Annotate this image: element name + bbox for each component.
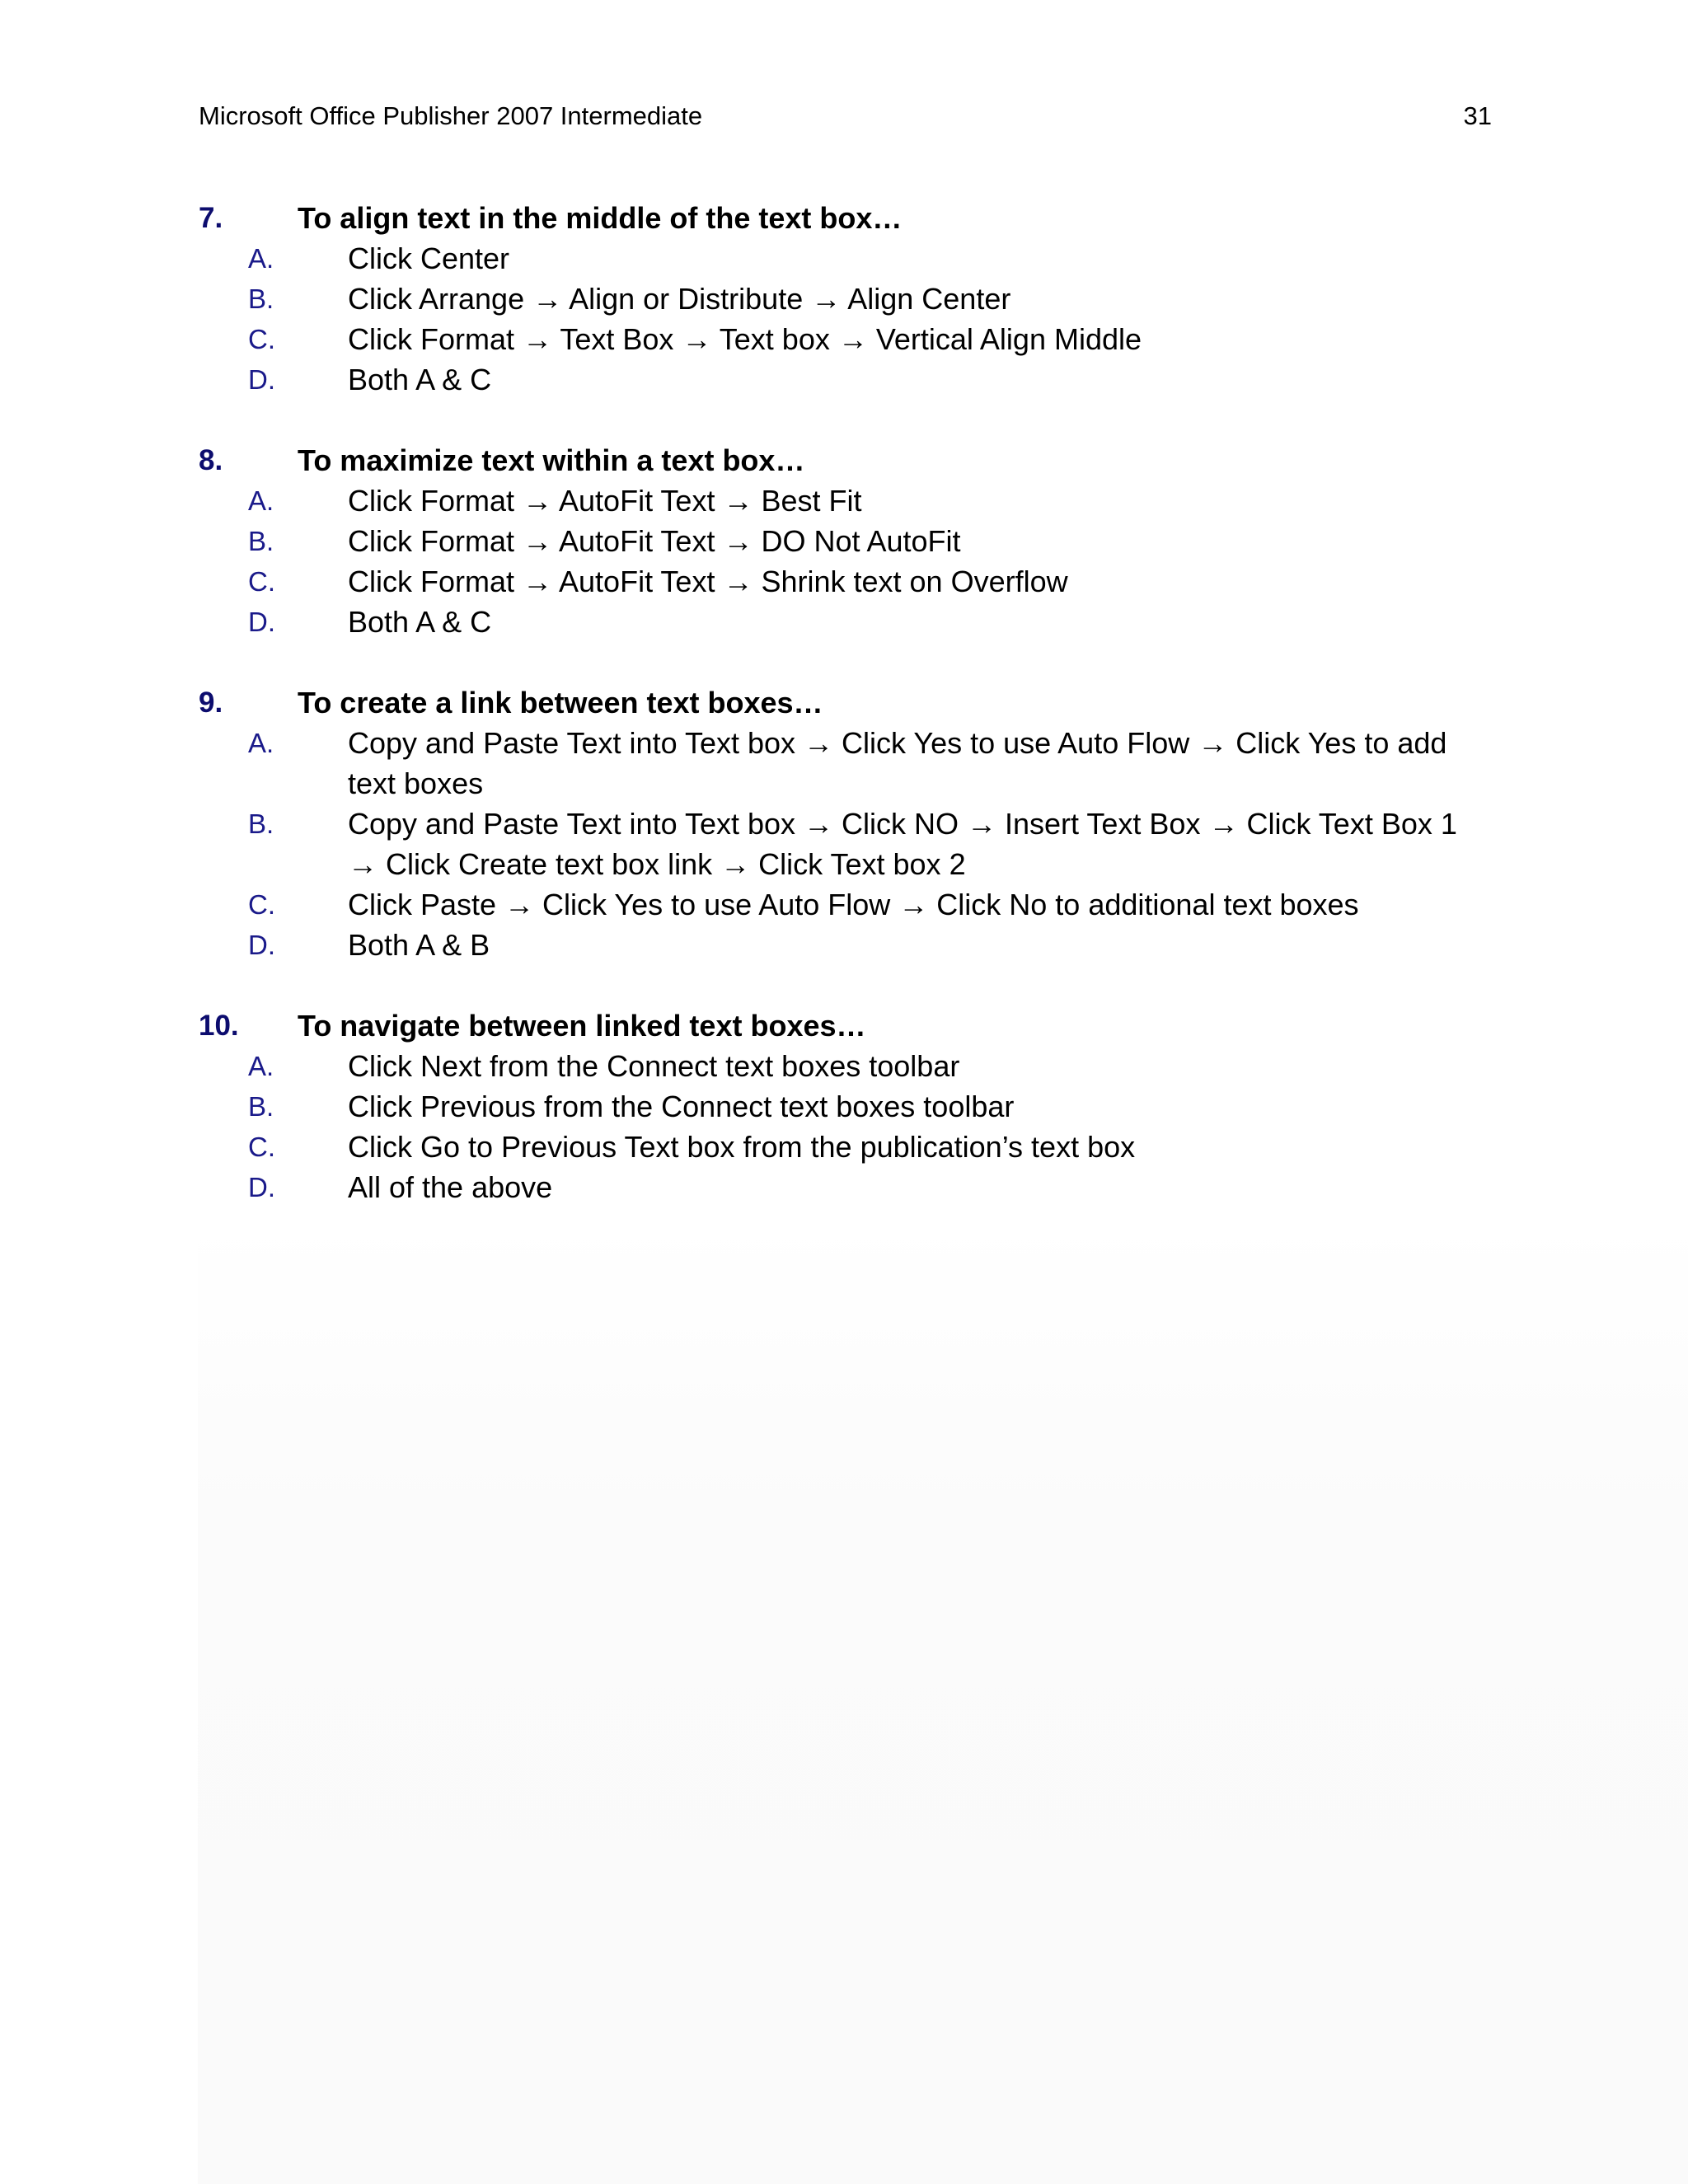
option-text: Both A & C [348,605,492,639]
question-heading [199,1005,1517,1046]
question-list [199,198,1517,1248]
question-8 [199,440,1517,642]
option-letter: B. [248,808,274,839]
question-text: To align text in the middle of the text box… [298,201,903,235]
option-text: Copy and Paste Text into Text box → Click Yes to use Auto Flow → Click Yes to add text boxes [348,726,1447,800]
question-text: To navigate between linked text boxes… [298,1009,866,1043]
question-heading [199,682,1517,723]
answer-option [199,359,1517,400]
option-letter: D. [248,930,275,960]
answer-option [199,1086,1517,1127]
option-letter: B. [248,284,274,314]
answer-option [199,480,1517,521]
page-shading [198,1220,1688,2184]
answer-option [199,1127,1517,1167]
option-letter: D. [248,607,275,637]
page-number: 31 [1463,101,1492,130]
question-number: 8. [199,444,223,476]
option-text: Click Center [348,241,510,275]
answer-option [199,1046,1517,1086]
answer-option [199,804,1517,884]
option-letter: D. [248,364,275,395]
option-text: Click Go to Previous Text box from the publication’s text box [348,1130,1136,1164]
answer-option [199,319,1517,359]
answer-option [199,884,1517,925]
question-text: To create a link between text boxes… [298,686,823,719]
option-text: Copy and Paste Text into Text box → Click NO → Insert Text Box → Click Text Box 1 → Click Create text box link → Click Text box 2 [348,807,1457,881]
question-number: 7. [199,202,223,234]
option-text: Click Paste → Click Yes to use Auto Flow → Click No to additional text boxes [348,888,1359,921]
option-text: Click Previous from the Connect text boxes toolbar [348,1090,1015,1123]
answer-option [199,279,1517,319]
question-9 [199,682,1517,965]
question-10 [199,1005,1517,1207]
question-number: 9. [199,687,223,719]
option-text: Both A & C [348,363,492,396]
option-letter: C. [248,889,275,920]
option-letter: C. [248,566,275,597]
option-letter: A. [248,1051,274,1081]
option-text: All of the above [348,1170,553,1204]
option-text: Click Next from the Connect text boxes toolbar [348,1049,960,1083]
answer-option [199,521,1517,561]
answer-option [199,602,1517,642]
answer-option [199,925,1517,965]
question-text: To maximize text within a text box… [298,443,805,477]
question-number: 10. [199,1010,239,1042]
page-header [199,99,1492,134]
option-letter: D. [248,1172,275,1202]
option-letter: C. [248,1132,275,1162]
option-letter: A. [248,728,274,758]
answer-option [199,1167,1517,1207]
option-text: Both A & B [348,928,490,962]
answer-option [199,561,1517,602]
option-letter: B. [248,1091,274,1122]
question-heading [199,440,1517,480]
answer-option [199,723,1517,804]
option-text: Click Arrange → Align or Distribute → Align Center [348,282,1011,316]
option-text: Click Format → AutoFit Text → Shrink text on Overflow [348,565,1068,598]
option-letter: A. [248,485,274,516]
option-letter: B. [248,526,274,556]
document-title: Microsoft Office Publisher 2007 Intermediate [199,101,703,130]
option-text: Click Format → AutoFit Text → Best Fit [348,484,862,518]
answer-option [199,238,1517,279]
option-text: Click Format → AutoFit Text → DO Not AutoFit [348,524,961,558]
option-text: Click Format → Text Box → Text box → Vertical Align Middle [348,322,1142,356]
question-7 [199,198,1517,400]
option-letter: A. [248,243,274,274]
option-letter: C. [248,324,275,354]
question-heading [199,198,1517,238]
